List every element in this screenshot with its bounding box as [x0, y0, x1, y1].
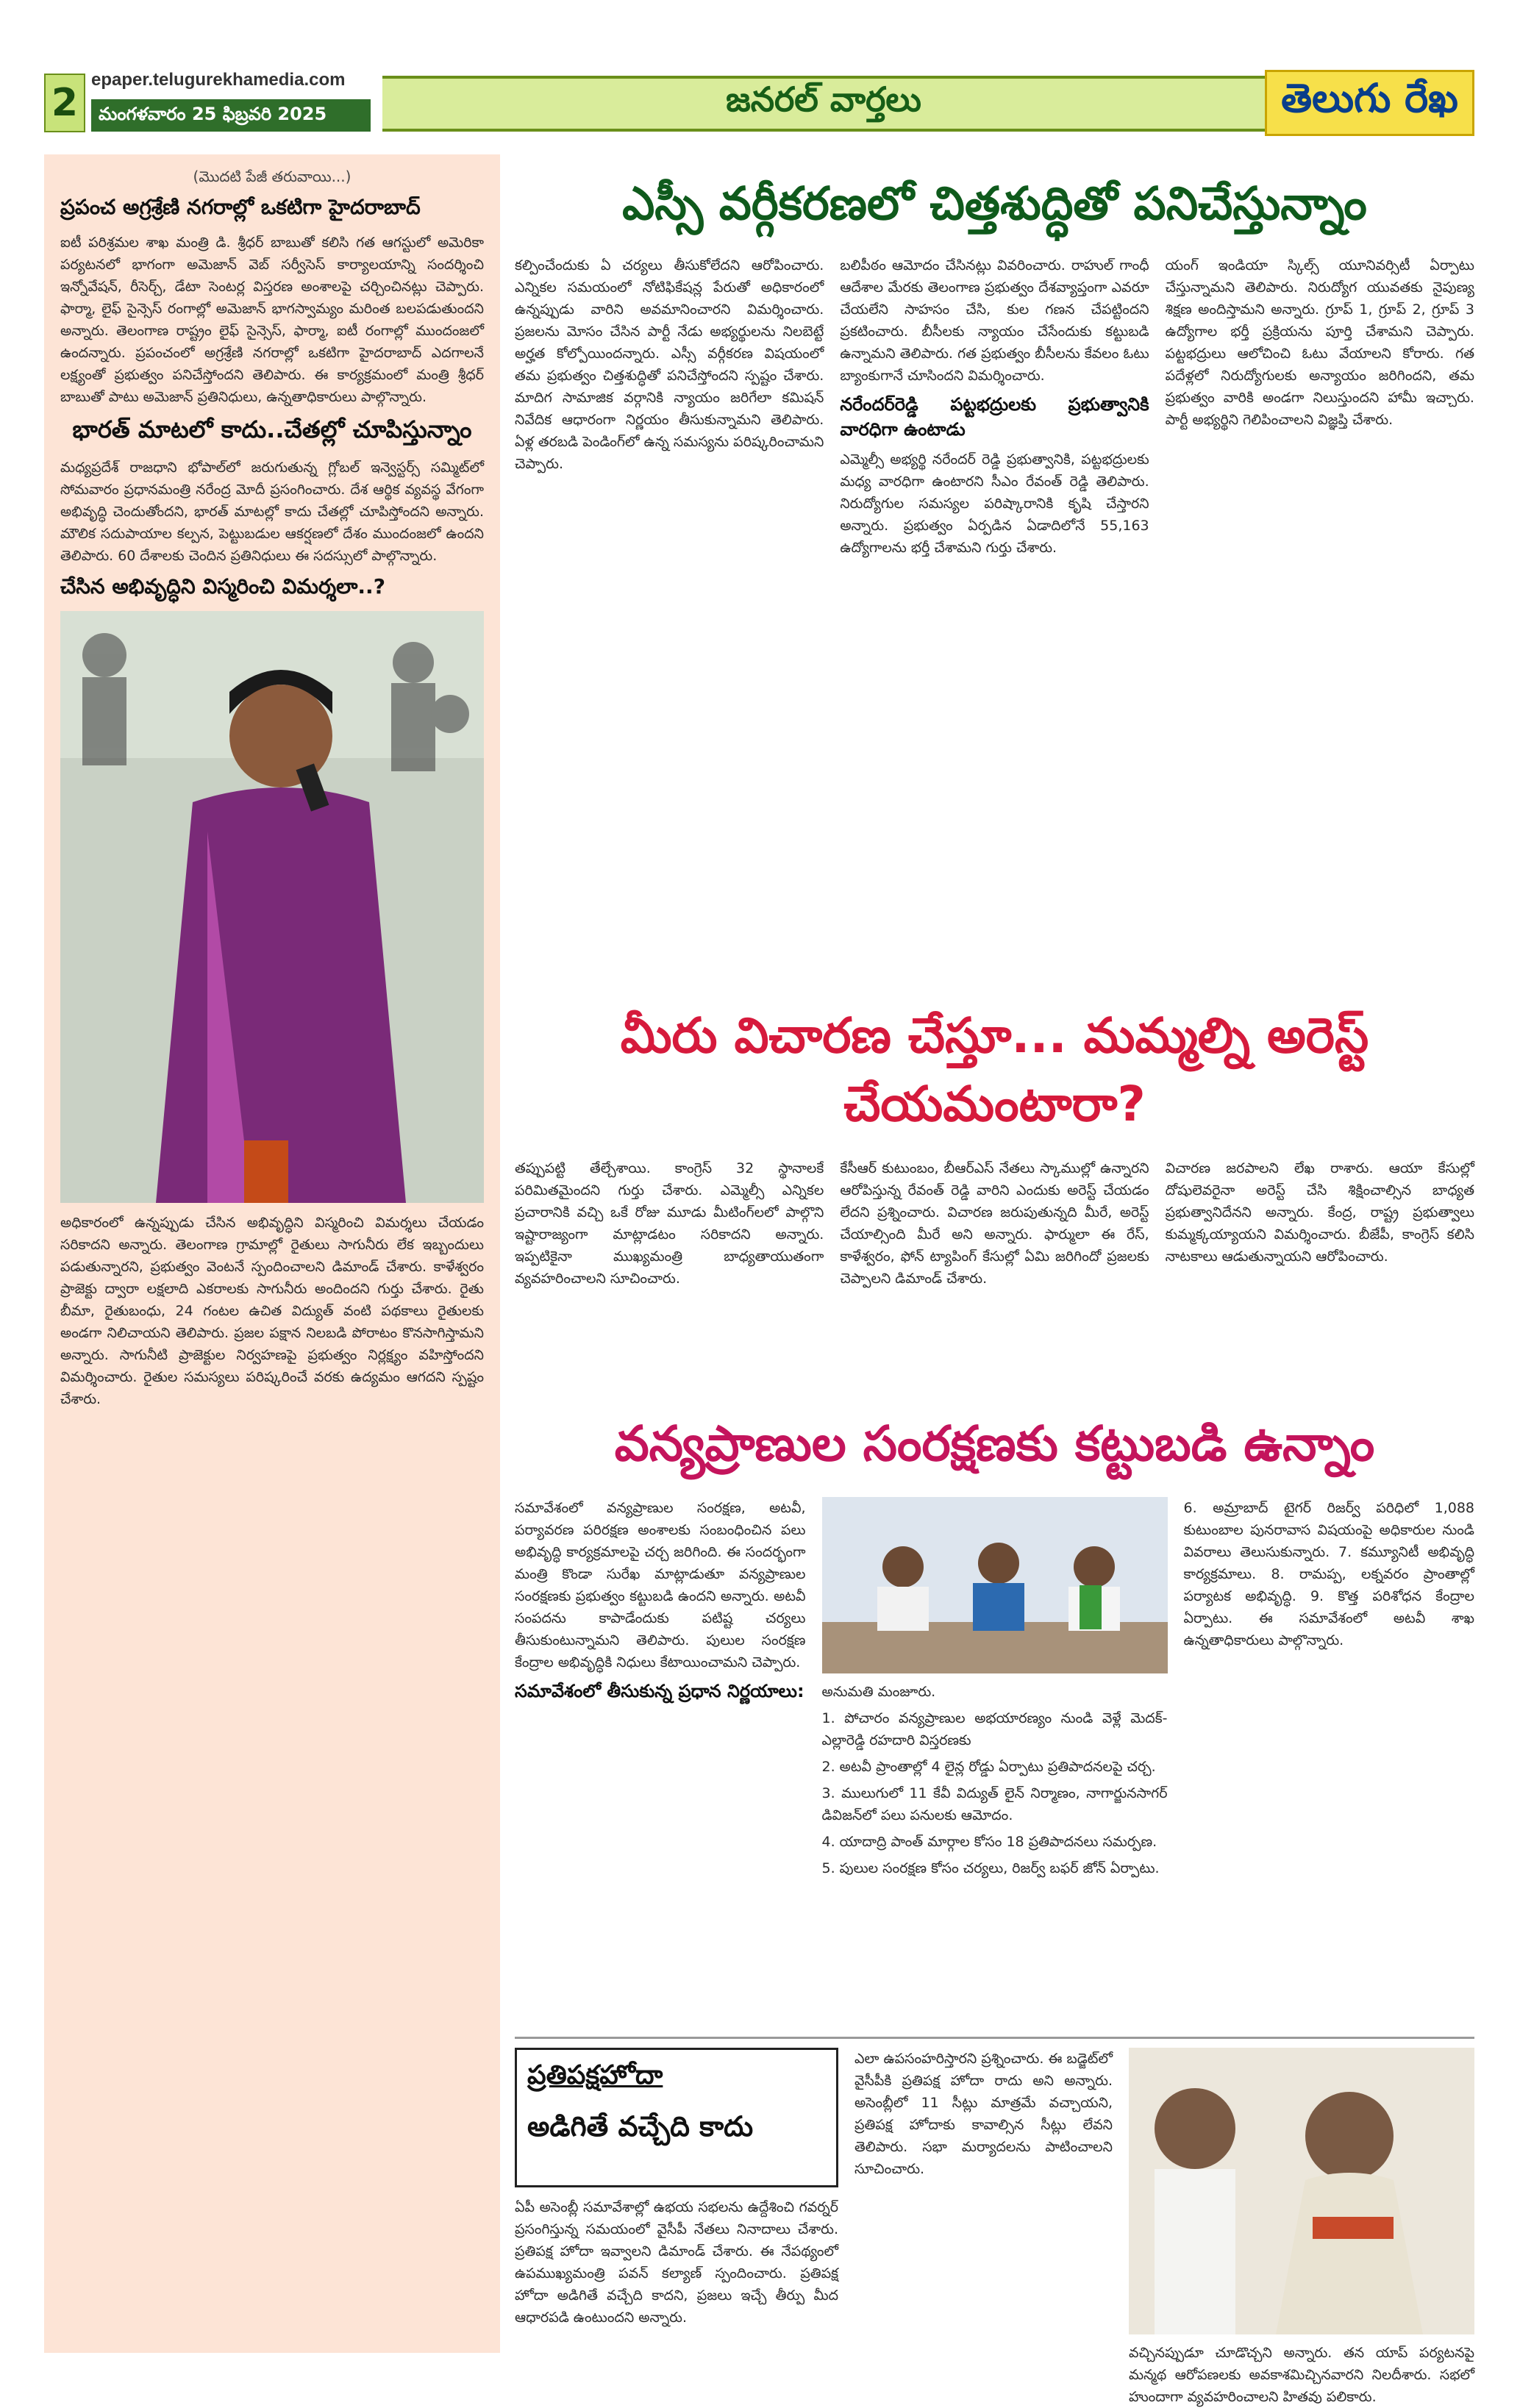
- article-heading-bharat: భారత్ మాటలో కాదు..చేతల్లో చూపిస్తున్నాం: [72, 415, 472, 443]
- sc-col-2-body-b: ఎమ్మెల్సీ అభ్యర్థి నరేందర్ రెడ్డి ప్రభుత్వానికి, పట్టభద్రులకు మధ్య వారధిగా ఉంటారని సీఎం రేవంత్ రెడ్డి తెలిపారు. నిరుద్యోగుల సమస్యల పరిష్కారానికి కృషి చేస్తారని అన్నారు. ప్రభుత్వం ఏర్పడిన ఏడాదిలోనే 55,163 ఉద్యోగాలను భర్తీ చేశామని గుర్తు చేశారు.: [840, 451, 1149, 556]
- article-heading-criticism: చేసిన అభివృద్ధిని విస్మరించి విమర్శలా..?: [60, 574, 385, 599]
- article-opposition-status: [515, 2037, 1474, 2408]
- arrest-col-1: తప్పుపట్టి తేల్చేశాయి. కాంగ్రెస్ 32 స్థానాలకే పరిమితమైందని గుర్తు చేశారు. ఎమ్మెల్సీ ఎన్నికల ప్రచారానికి వచ్చి ఒకే రోజు మూడు మీటింగ్‌లలో పాల్గొని ఇష్టారాజ్యంగా మాట్లాడటం సరికాదని అన్నారు. ఇప్పటికైనా ముఖ్యమంత్రి బాధ్యతాయుతంగా వ్యవహరించాలని సూచించారు.: [515, 1160, 824, 1287]
- edition-date: మంగళవారం 25 ఫిబ్రవరి 2025: [91, 99, 371, 132]
- opp-col-3-body: వచ్చినప్పుడూ చూడొచ్చని అన్నారు. తన యాప్ పర్యటనపై మన్మథ ఆరోపణలకు అవకాశమిచ్చినవారని నిలదీశారు. సభలో హుందాగా వ్యవహరించాలని హితవు పలికారు.: [1129, 2345, 1474, 2405]
- speaker-photo-illustration: [60, 611, 484, 1203]
- article-body-hyderabad: ఐటీ పరిశ్రమల శాఖ మంత్రి డి. శ్రీధర్ బాబుతో కలిసి గత ఆగస్టులో అమెరికా పర్యటనలో భాగంగా అమెజాన్ వెబ్ సర్వీసెస్ కార్యాలయాన్ని సందర్శించి ఇన్నోవేషన్, రీసెర్చ్, డేటా సెంటర్ల విస్తరణ అంశాలపై చర్చించినట్లు చెప్పారు. ఫార్మా, లైఫ్ సైన్సెస్ రంగాల్లో అమెజాన్ భాగస్వామ్యం మరింత బలపడుతుందని అన్నారు. తెలంగాణ రాష్ట్రం లైఫ్ సైన్సెస్, ఫార్మా, ఐటీ రంగాల్లో ముందంజలో ఉందన్నారు. ప్రపంచంలో అగ్రశ్రేణి నగరాల్లో ఒకటిగా హైదరాబాద్ ఎదగాలనే లక్ష్యంతో ప్రభుత్వం పనిచేస్తోందని తెలిపారు. ఈ కార్యక్రమంలో మంత్రి శ్రీధర్ బాబుతో పాటు అమెజాన్ ప్రతినిధులు, ఉన్నతాధికారులు పాల్గొన్నారు.: [60, 235, 484, 405]
- opposition-headline-box: [515, 2048, 838, 2187]
- wildlife-decisions-heading: సమావేశంలో తీసుకున్న ప్రధాన నిర్ణయాలు:: [515, 1681, 804, 1701]
- photo-caption: అనుమతి మంజూరు.: [821, 1684, 936, 1700]
- opposition-headline: ప్రతిపక్షహోదా: [527, 2060, 663, 2090]
- page-header: [44, 70, 1474, 136]
- decision-item: 3. ములుగులో 11 కేవీ విద్యుత్ లైన్ నిర్మాణం, నాగార్జునసాగర్ డివిజన్‌లో పలు పనులకు ఆమోదం.: [821, 1785, 1168, 1823]
- decision-list: [822, 1681, 1168, 1879]
- section-banner: [382, 76, 1265, 132]
- opp-col-1-body: ఏపీ అసెంబ్లీ సమావేశాల్లో ఉభయ సభలను ఉద్దేశించి గవర్నర్ ప్రసంగిస్తున్న సమయంలో వైసీపీ నేతలు నినాదాలు చేశారు. ప్రతిపక్ష హోదా ఇవ్వాలని డిమాండ్ చేశారు. ఈ నేపథ్యంలో ఉపముఖ్యమంత్రి పవన్ కల్యాణ్ స్పందించారు. ప్రతిపక్ష హోదా అడిగితే వచ్చేది కాదని, ప్రజలు ఇచ్చే తీర్పు మీద ఆధారపడి ఉంటుందని అన్నారు.: [515, 2199, 838, 2326]
- arrest-col-2: కేసీఆర్ కుటుంబం, బీఆర్ఎస్ నేతలు స్కాముల్లో ఉన్నారని ఆరోపిస్తున్న రేవంత్ రెడ్డి వారిని ఎందుకు అరెస్ట్ చేయడం లేదని ప్రశ్నించారు. విచారణ జరుపుతున్నది మీరే, అరెస్ట్ చేయాల్సింది మీరే అని అన్నారు. ఫార్ములా ఈ రేస్, కాళేశ్వరం, ఫోన్ ట్యాపింగ్ కేసుల్లో ఏమి జరిగిందో ప్రజలకు చెప్పాలని డిమాండ్ చేశారు.: [840, 1160, 1149, 1287]
- headline-sc-classification: ఎస్సీ వర్గీకరణలో చిత్తశుద్ధితో పనిచేస్తున్నాం: [622, 176, 1367, 230]
- article-sc-classification: [515, 169, 1474, 559]
- article-body-bharat: మధ్యప్రదేశ్ రాజధాని భోపాల్‌లో జరుగుతున్న గ్లోబల్ ఇన్వెస్టర్స్ సమ్మిట్‌లో సోమవారం ప్రధానమంత్రి నరేంద్ర మోదీ ప్రసంగించారు. దేశ ఆర్థిక వ్యవస్థ వేగంగా అభివృద్ధి చెందుతోందని, భారత్ మాటల్లో కాదు చేతల్లో చూపిస్తోందని అన్నారు. మౌలిక సదుపాయాల కల్పన, పెట్టుబడుల ఆకర్షణలో దేశం ముందంజలో ఉందని తెలిపారు. 60 దేశాలకు చెందిన ప్రతినిధులు ఈ సదస్సులో పాల్గొన్నారు.: [60, 460, 484, 564]
- left-column: [44, 154, 500, 2353]
- wildlife-col-1-body: సమావేశంలో వన్యప్రాణుల సంరక్షణ, అటవీ, పర్యావరణ పరిరక్షణ అంశాలకు సంబంధించిన పలు అభివృద్ధి కార్యక్రమాలపై చర్చ జరిగింది. ఈ సందర్భంగా మంత్రి కొండా సురేఖ మాట్లాడుతూ వన్యప్రాణుల సంరక్షణకు ప్రభుత్వం కట్టుబడి ఉందని అన్నారు. అటవీ సంపదను కాపాడేందుకు పటిష్ట చర్యలు తీసుకుంటున్నామని తెలిపారు. పులుల సంరక్షణ కేంద్రాల అభివృద్ధికి నిధులు కేటాయించామని చెప్పారు.: [515, 1500, 806, 1671]
- pawan-kalyan-photo: [1129, 2048, 1474, 2334]
- decision-item: 5. పులుల సంరక్షణ కోసం చర్యలు, రిజర్వ్ బఫర్ జోన్ ఏర్పాటు.: [821, 1860, 1160, 1876]
- decision-item: 2. అటవీ ప్రాంతాల్లో 4 లైన్ల రోడ్డు ఏర్పాటు ప్రతిపాదనలపై చర్చ.: [821, 1759, 1156, 1775]
- decision-item: 4. యాదాద్రి పాంత్ మార్గాల కోసం 18 ప్రతిపాదనలు సమర్పణ.: [821, 1834, 1157, 1850]
- opposition-subheadline: అడిగితే వచ్చేది కాదు: [527, 2110, 754, 2143]
- headline-wildlife: వన్యప్రాణుల సంరక్షణకు కట్టుబడి ఉన్నాం: [614, 1415, 1375, 1472]
- brand-name: తెలుగు రేఖ: [1281, 74, 1458, 121]
- headline-arrest: మీరు విచారణ చేస్తూ... మమ్మల్ని అరెస్ట్ చేయమంటారా?: [620, 1007, 1369, 1132]
- speaker-photo: [60, 611, 484, 1203]
- pawan-kalyan-photo-illustration: [1129, 2048, 1474, 2334]
- brand-logo: [1265, 70, 1474, 136]
- section-title: జనరల్ వార్తలు: [726, 79, 921, 119]
- sc-subhead-narender: నరేందర్‌రెడ్డి పట్టభద్రులకు ప్రభుత్వానికి వారధిగా ఉంటాడు: [840, 394, 1149, 440]
- decision-item: 1. పోచారం వన్యప్రాణుల అభయారణ్యం నుండి వెళ్లే మెదక్-ఎల్లారెడ్డి రహదారి విస్తరణకు: [821, 1710, 1168, 1748]
- site-url[interactable]: epaper.telugurekhamedia.com: [91, 70, 346, 90]
- sc-col-3: యంగ్ ఇండియా స్కిల్స్ యూనివర్సిటీ ఏర్పాటు చేస్తున్నామని తెలిపారు. నిరుద్యోగ యువతకు నైపుణ్య శిక్షణ అందిస్తామని అన్నారు. గ్రూప్ 1, గ్రూప్ 2, గ్రూప్ 3 ఉద్యోగాల భర్తీ ప్రక్రియను పూర్తి చేశామని చెప్పారు. పట్టభద్రులు ఆలోచించి ఓటు వేయాలని కోరారు. గత పదేళ్లలో నిరుద్యోగులకు అన్యాయం జరిగిందని, తమ ప్రభుత్వం వారికి అండగా నిలుస్తుందని హామీ ఇచ్చారు. పార్టీ అభ్యర్థిని గెలిపించాలని విజ్ఞప్తి చేశారు.: [1165, 257, 1474, 428]
- meeting-photo: [822, 1497, 1168, 1673]
- sc-col-2-body: బలిపీఠం ఆమోదం చేసినట్లు వివరించారు. రాహుల్ గాంధీ ఆదేశాల మేరకు తెలంగాణ ప్రభుత్వం దేశవ్యాప్తంగా ఎవరూ చేయలేని సాహసం చేసి, కుల గణన చేపట్టిందని ప్రకటించారు. బీసీలకు న్యాయం చేసేందుకు కట్టుబడి ఉన్నామని తెలిపారు. గత ప్రభుత్వం బీసీలను కేవలం ఓటు బ్యాంకుగానే చూసిందని విమర్శించారు.: [840, 257, 1149, 384]
- article-body-criticism: అధికారంలో ఉన్నప్పుడు చేసిన అభివృద్ధిని విస్మరించి విమర్శలు చేయడం సరికాదని అన్నారు. తెలంగాణ గ్రామాల్లో రైతులు సాగునీరు లేక ఇబ్బందులు పడుతున్నారని, ప్రభుత్వం వెంటనే స్పందించాలని డిమాండ్ చేశారు. కాళేశ్వరం ప్రాజెక్టు ద్వారా లక్షలాది ఎకరాలకు సాగునీరు అందిందని గుర్తు చేశారు. రైతు బీమా, రైతుబంధు, 24 గంటల ఉచిత విద్యుత్ వంటి పథకాలు రైతులకు అండగా నిలిచాయని తెలిపారు. ప్రజల పక్షాన నిలబడి పోరాటం కొనసాగిస్తామని అన్నారు. సాగునీటి ప్రాజెక్టుల నిర్వహణపై ప్రభుత్వం నిర్లక్ష్యం వహిస్తోందని విమర్శించారు. రైతుల సమస్యలు పరిష్కరించే వరకు ఉద్యమం ఆగదని స్పష్టం చేశారు.: [60, 1215, 484, 1407]
- wildlife-col-1: [515, 1497, 806, 1884]
- sc-col-1: కల్పించేందుకు ఏ చర్యలు తీసుకోలేదని ఆరోపించారు. ఎన్నికల సమయంలో నోటిఫికేషన్ల పేరుతో అధికారంలో ఉన్నప్పుడు వారిని అవమానించారని విమర్శించారు. ప్రజలను మోసం చేసిన పార్టీ నేడు అభ్యర్థులను నిలబెట్టే అర్హత కోల్పోయిందన్నారు. ఎస్సీ వర్గీకరణ విషయంలో తమ ప్రభుత్వం చిత్తశుద్ధితో పనిచేస్తోందని స్పష్టం చేశారు. మాదిగ సామాజిక వర్గానికి న్యాయం జరిగేలా కమిషన్ నివేదిక ఆధారంగా నిర్ణయం తీసుకున్నామని తెలిపారు. ఏళ్ల తరబడి పెండింగ్‌లో ఉన్న సమస్యను పరిష్కరించామని చెప్పారు.: [515, 257, 824, 472]
- wildlife-col-3: 6. అమ్రాబాద్ టైగర్ రిజర్వ్ పరిధిలో 1,088 కుటుంబాల పునరావాస విషయంపై అధికారుల నుండి వివరాలు తెలుసుకున్నారు. 7. కమ్యూనిటీ అభివృద్ధి కార్యక్రమాలు. 8. రామప్ప, లక్నవరం ప్రాంతాల్లో పర్యాటక అభివృద్ధి. 9. కొత్త పరిశోధన కేంద్రాల ఏర్పాటు. ఈ సమావేశంలో అటవీ శాఖ ఉన్నతాధికారులు పాల్గొన్నారు.: [1183, 1500, 1474, 1648]
- page-number: 2: [44, 74, 85, 132]
- sc-col-2: [840, 254, 1149, 559]
- meeting-photo-illustration: [822, 1497, 1168, 1673]
- opp-col-2: ఎలా ఉపసంహరిస్తారని ప్రశ్నించారు. ఈ బడ్జెట్‌లో వైసీపీకి ప్రతిపక్ష హోదా రాదు అని అన్నారు. అసెంబ్లీలో 11 సీట్లు మాత్రమే వచ్చాయని, ప్రతిపక్ష హోదాకు కావాల్సిన సీట్లు లేవని తెలిపారు. సభా మర్యాదలను పాటించాలని సూచించారు.: [854, 2051, 1113, 2177]
- article-heading-hyderabad: ప్రపంచ అగ్రశ్రేణి నగరాల్లో ఒకటిగా హైదరాబాద్: [60, 195, 421, 219]
- continued-label: (మొదటి పేజీ తరువాయి...): [193, 168, 352, 185]
- article-wildlife: [515, 1408, 1474, 1884]
- wildlife-col-2: [822, 1497, 1168, 1884]
- arrest-col-3: విచారణ జరపాలని లేఖ రాశారు. ఆయా కేసుల్లో దోషులెవరైనా అరెస్ట్ చేసి శిక్షించాల్సిన బాధ్యత ప్రభుత్వానిదేనని అన్నారు. కేంద్ర, రాష్ట్ర ప్రభుత్వాలు కుమ్మక్కయ్యాయని విమర్శించారు. బీజేపీ, కాంగ్రెస్ కలిసి నాటకాలు ఆడుతున్నాయని ఆరోపించారు.: [1165, 1160, 1474, 1265]
- article-arrest: [515, 1000, 1474, 1290]
- opp-col-3: [1129, 2048, 1474, 2408]
- opp-col-1: [515, 2048, 838, 2408]
